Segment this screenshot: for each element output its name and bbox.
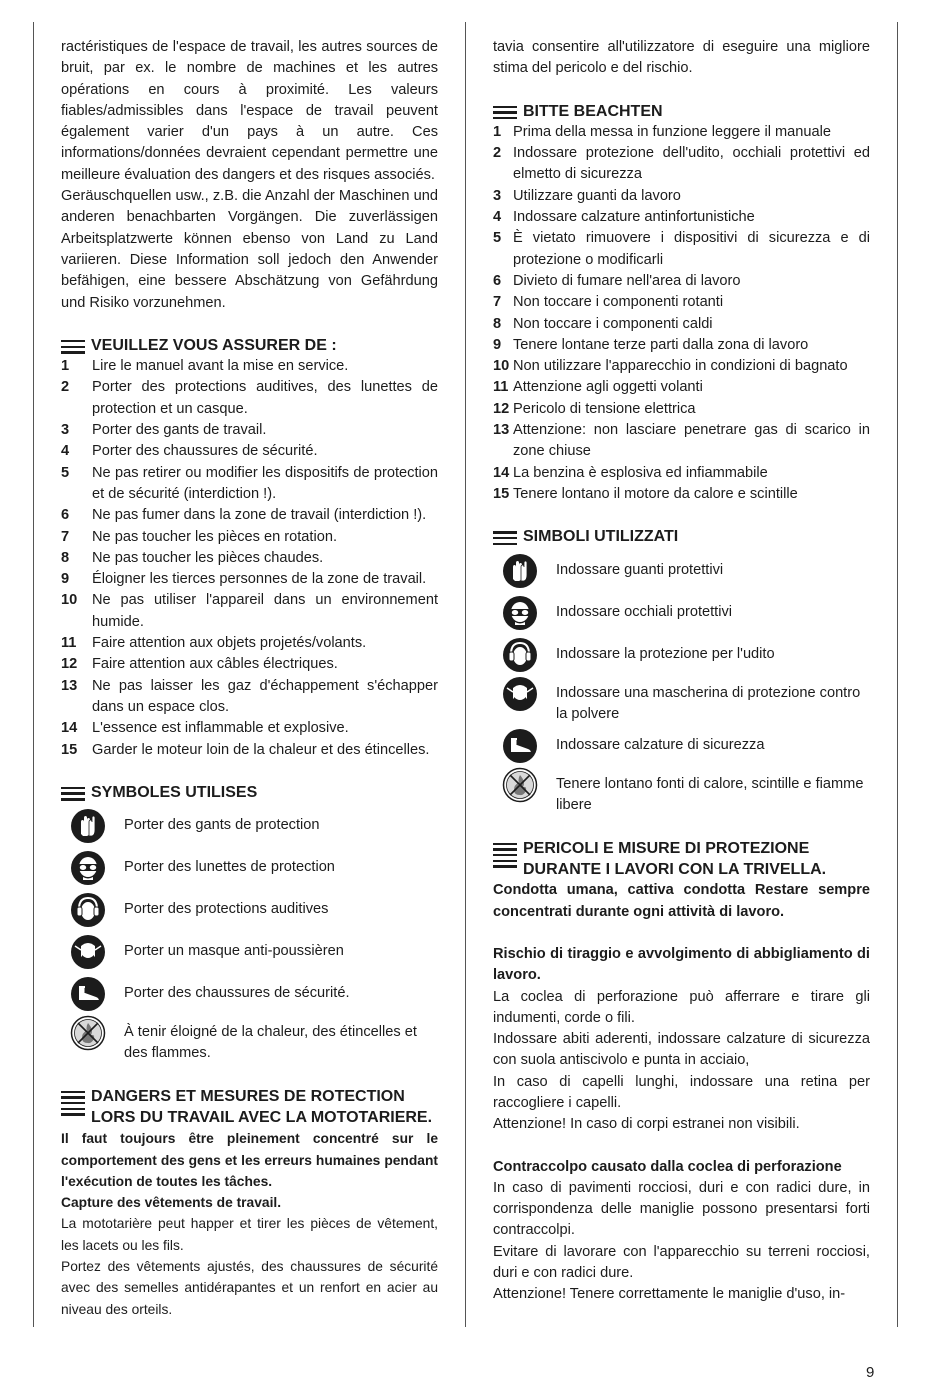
list-item-text: Non toccare i componenti caldi xyxy=(513,315,713,332)
list-item xyxy=(493,335,870,356)
symboles-list xyxy=(61,805,438,1065)
list-item-number: 10 xyxy=(61,592,78,609)
gloves-icon xyxy=(502,553,538,589)
list-item xyxy=(493,356,870,377)
menu-bars-icon xyxy=(61,335,85,354)
list-item-text: Porter des chaussures de sécurité. xyxy=(92,443,318,460)
list-item-text: Ne pas toucher les pièces chaudes. xyxy=(92,549,324,566)
list-item-number: 9 xyxy=(61,571,70,588)
list-item-text: Utilizzare guanti da lavoro xyxy=(513,187,681,204)
list-item xyxy=(61,569,438,590)
pericoli-paragraph-3: In caso di capelli lunghi, indossare una retina per raccogliere i capelli. xyxy=(493,1073,870,1111)
list-item xyxy=(493,292,870,313)
symbol-row xyxy=(493,592,870,634)
safety-shoe-icon xyxy=(502,728,538,764)
list-item xyxy=(61,654,438,675)
intro-paragraph-it: tavia consentire all'utilizzatore di eseguire una migliore stima del pericolo e del rischio. xyxy=(493,39,870,77)
dangers-paragraph-1: La mototarière peut happer et tirer les pièces de vêtement, les lacets ou les fils. xyxy=(61,1216,438,1253)
goggles-icon xyxy=(502,595,538,631)
list-item xyxy=(493,271,870,292)
dangers-paragraph-2: Portez des vêtements ajustés, des chaussures de sécurité avec des semelles antidérapantes et un renfort en acier au niveau des orteils. xyxy=(61,1259,438,1317)
list-item-text: Porter des protections auditives, des lunettes de protection et un casque. xyxy=(92,379,438,417)
menu-bars-icon xyxy=(493,526,517,545)
list-item xyxy=(61,441,438,462)
pericoli-bold-2: Rischio di tiraggio e avvolgimento di abbigliamento di lavoro. xyxy=(493,945,870,984)
dangers-bold-2: Capture des vêtements de travail. xyxy=(61,1195,282,1211)
symbol-row xyxy=(61,1015,438,1065)
right-margin-line xyxy=(897,22,898,1327)
pericoli-paragraph-2: Indossare abiti aderenti, indossare calzature di sicurezza con suola antiscivolo e punta in acciaio, xyxy=(493,1031,870,1069)
list-item-number: 2 xyxy=(493,145,502,162)
left-column xyxy=(61,37,438,1320)
symbol-label: Porter des chaussures de sécurité. xyxy=(124,985,350,1002)
section-heading-assurer: VEUILLEZ VOUS ASSURER DE : xyxy=(61,335,438,356)
list-item-number: 11 xyxy=(493,379,509,396)
dust-mask-icon xyxy=(70,934,106,970)
list-item-text: È vietato rimuovere i dispositivi di sicurezza e di protezione o modificarli xyxy=(513,230,870,268)
list-item-text: Ne pas toucher les pièces en rotation. xyxy=(92,528,337,545)
list-item-text: Ne pas laisser les gaz d'échappement s'échapper dans un espace clos. xyxy=(92,677,438,715)
list-item xyxy=(493,484,870,505)
left-margin-line xyxy=(33,22,34,1327)
list-item-number: 15 xyxy=(61,741,78,758)
symbol-row xyxy=(493,676,870,726)
list-item-text: Non toccare i componenti rotanti xyxy=(513,294,724,311)
pericoli-paragraph-7: Attenzione! Tenere correttamente le maniglie d'uso, in- xyxy=(493,1286,846,1303)
list-item-text: La benzina è esplosiva ed infiammabile xyxy=(513,464,768,481)
pericoli-paragraph-6: Evitare di lavorare con l'apparecchio su terreni rocciosi, duri e con radici dure. xyxy=(493,1243,870,1282)
dangers-bold-1: Il faut toujours être pleinement concentré sur le comportement des gens et les erreurs humaines pendant l'exécution de toutes les tâches. xyxy=(61,1131,438,1189)
list-item-text: Faire attention aux objets projetés/volants. xyxy=(92,635,367,652)
list-item-text: Divieto di fumare nell'area di lavoro xyxy=(513,272,741,289)
list-item-number: 3 xyxy=(61,422,70,439)
list-item xyxy=(61,718,438,739)
list-item xyxy=(61,740,438,761)
symbol-row xyxy=(61,847,438,889)
list-item xyxy=(61,676,438,719)
list-item xyxy=(61,527,438,548)
symbol-row xyxy=(493,725,870,767)
list-item-number: 6 xyxy=(493,272,502,289)
safety-shoe-icon xyxy=(70,976,106,1012)
list-item-number: 2 xyxy=(61,379,70,396)
list-item xyxy=(493,207,870,228)
intro-paragraph-de: Geräuschquellen usw., z.B. die Anzahl der Maschinen und anderen benachbarten Vorgängen. Die zuverlässigen Arbeitsplatzwerte können ebenso von Land zu Land variieren. Diese Information soll jedoch den Anwender befähigen, eine bessere Abschätzung von Gefährdung und Risiko vorzunehmen. xyxy=(61,188,438,311)
center-divider-line xyxy=(465,22,466,1327)
list-item-text: Tenere lontane terze parti dalla zona di lavoro xyxy=(513,336,809,353)
list-item-text: Ne pas utiliser l'appareil dans un environnement humide. xyxy=(92,592,438,630)
list-item-text: Tenere lontano il motore da calore e scintille xyxy=(513,485,798,502)
symbol-label: Indossare guanti protettivi xyxy=(556,561,724,578)
list-item xyxy=(493,143,870,186)
list-item-text: Pericolo di tensione elettrica xyxy=(513,400,696,417)
no-fire-icon xyxy=(70,1015,106,1051)
intro-paragraph-fr: ractéristiques de l'espace de travail, les autres sources de bruit, par ex. le nombre de machines et les autres opérations en cours à proximité. Les valeurs fiables/admissibles dans l'espace de travail peuvent également varier d'un pays à un autre. Ces informations/données devraient cependant permettre une meilleure évaluation des dangers et des risques associés. xyxy=(61,39,438,183)
list-item-number: 7 xyxy=(61,528,70,545)
list-item-text: Attenzione: non lasciare penetrare gas di scarico in zone chiuse xyxy=(513,422,870,460)
list-item xyxy=(61,356,438,377)
section-heading-dangers: DANGERS ET MESURES DE ROTECTION LORS DU TRAVAIL AVEC LA MOTOTARIERE. xyxy=(61,1086,438,1129)
list-item-number: 14 xyxy=(493,464,510,481)
list-item-number: 13 xyxy=(61,677,78,694)
goggles-icon xyxy=(70,850,106,886)
bitte-list xyxy=(493,122,870,505)
list-item-number: 12 xyxy=(493,400,510,417)
list-item-number: 10 xyxy=(493,358,510,375)
symbol-row xyxy=(61,889,438,931)
list-item xyxy=(493,377,870,398)
list-item-text: Indossare calzature antinfortunistiche xyxy=(513,209,755,226)
symbol-row xyxy=(493,550,870,592)
list-item-number: 5 xyxy=(493,230,502,247)
list-item-number: 8 xyxy=(61,549,70,566)
symbol-label: Porter des protections auditives xyxy=(124,901,329,918)
list-item-number: 9 xyxy=(493,336,502,353)
list-item-text: Attenzione agli oggetti volanti xyxy=(513,379,703,396)
list-item xyxy=(493,122,870,143)
gloves-icon xyxy=(70,808,106,844)
menu-bars-icon xyxy=(493,101,517,120)
menu-bars-icon xyxy=(493,838,517,868)
right-column xyxy=(493,37,870,1306)
symbol-row xyxy=(61,931,438,973)
section-heading-symboles: SYMBOLES UTILISES xyxy=(61,782,438,803)
dust-mask-icon xyxy=(502,676,538,712)
symbol-label: Indossare calzature di sicurezza xyxy=(556,737,765,754)
simboli-list xyxy=(493,550,870,817)
list-item-number: 12 xyxy=(61,656,78,673)
symbol-label: Indossare una mascherina di protezione contro la polvere xyxy=(556,684,861,722)
list-item-text: Prima della messa in funzione leggere il manuale xyxy=(513,123,831,140)
no-fire-icon xyxy=(502,767,538,803)
symbol-label: Porter un masque anti-poussièren xyxy=(124,943,344,960)
list-item xyxy=(493,399,870,420)
list-item-text: Éloigner les tierces personnes de la zone de travail. xyxy=(92,571,427,588)
pericoli-paragraph-5: In caso di pavimenti rocciosi, duri e con radici dure, in corrispondenza delle maniglie possono presentarsi forti contraccolpi. xyxy=(493,1179,870,1239)
ear-protection-icon xyxy=(502,637,538,673)
symbol-row xyxy=(493,767,870,817)
section-heading-pericoli: PERICOLI E MISURE DI PROTEZIONE DURANTE I LAVORI CON LA TRIVELLA. xyxy=(493,838,870,881)
pericoli-paragraph-1: La coclea di perforazione può afferrare e tirare gli indumenti, corde o fili. xyxy=(493,988,870,1026)
page-number: 9 xyxy=(866,1364,875,1381)
list-item-number: 11 xyxy=(61,635,77,652)
list-item-number: 15 xyxy=(493,485,510,502)
list-item xyxy=(61,548,438,569)
symbol-row xyxy=(61,805,438,847)
list-item-number: 5 xyxy=(61,464,70,481)
list-item xyxy=(61,633,438,654)
list-item-number: 13 xyxy=(493,422,510,439)
symbol-label: Tenere lontano fonti di calore, scintille e fiamme libere xyxy=(556,776,864,814)
list-item-number: 1 xyxy=(493,123,502,140)
list-item-text: Garder le moteur loin de la chaleur et des étincelles. xyxy=(92,741,430,758)
symbol-label: Indossare la protezione per l'udito xyxy=(556,645,775,662)
list-item xyxy=(61,463,438,506)
list-item-text: L'essence est inflammable et explosive. xyxy=(92,720,349,737)
menu-bars-icon xyxy=(61,1086,85,1116)
list-item xyxy=(493,228,870,271)
list-item xyxy=(61,420,438,441)
symbol-label: Porter des lunettes de protection xyxy=(124,859,335,876)
pericoli-paragraph-4: Attenzione! In caso di corpi estranei non visibili. xyxy=(493,1116,800,1133)
list-item-number: 4 xyxy=(61,443,70,460)
ear-protection-icon xyxy=(70,892,106,928)
list-item xyxy=(61,505,438,526)
section-heading-bitte: BITTE BEACHTEN xyxy=(493,101,870,122)
list-item xyxy=(493,186,870,207)
list-item xyxy=(61,377,438,420)
list-item-text: Indossare protezione dell'udito, occhiali protettivi ed elmetto di sicurezza xyxy=(513,145,870,183)
pericoli-bold-1: Condotta umana, cattiva condotta Restare sempre concentrati durante ogni attività di lavoro. xyxy=(493,882,870,920)
list-item xyxy=(61,590,438,633)
list-item-text: Ne pas retirer ou modifier les dispositifs de protection et de sécurité (interdiction !). xyxy=(92,464,438,502)
pericoli-bold-3: Contraccolpo causato dalla coclea di perforazione xyxy=(493,1158,842,1175)
section-heading-simboli: SIMBOLI UTILIZZATI xyxy=(493,526,870,547)
list-item-number: 1 xyxy=(61,358,70,375)
menu-bars-icon xyxy=(61,782,85,801)
list-item-text: Porter des gants de travail. xyxy=(92,422,267,439)
list-item-number: 3 xyxy=(493,187,502,204)
symbol-row xyxy=(493,634,870,676)
list-item-number: 4 xyxy=(493,209,502,226)
list-item-number: 7 xyxy=(493,294,502,311)
list-item-number: 14 xyxy=(61,720,78,737)
assurer-list xyxy=(61,356,438,761)
list-item-text: Lire le manuel avant la mise en service. xyxy=(92,358,349,375)
list-item-number: 8 xyxy=(493,315,502,332)
symbol-label: Indossare occhiali protettivi xyxy=(556,603,733,620)
list-item-number: 6 xyxy=(61,507,70,524)
symbol-row xyxy=(61,973,438,1015)
symbol-label: À tenir éloigné de la chaleur, des étincelles et des flammes. xyxy=(124,1024,417,1062)
list-item xyxy=(493,463,870,484)
list-item-text: Ne pas fumer dans la zone de travail (interdiction !). xyxy=(92,507,427,524)
list-item-text: Non utilizzare l'apparecchio in condizioni di bagnato xyxy=(513,358,848,375)
symbol-label: Porter des gants de protection xyxy=(124,817,320,834)
list-item-text: Faire attention aux câbles électriques. xyxy=(92,656,338,673)
list-item xyxy=(493,314,870,335)
list-item xyxy=(493,420,870,463)
